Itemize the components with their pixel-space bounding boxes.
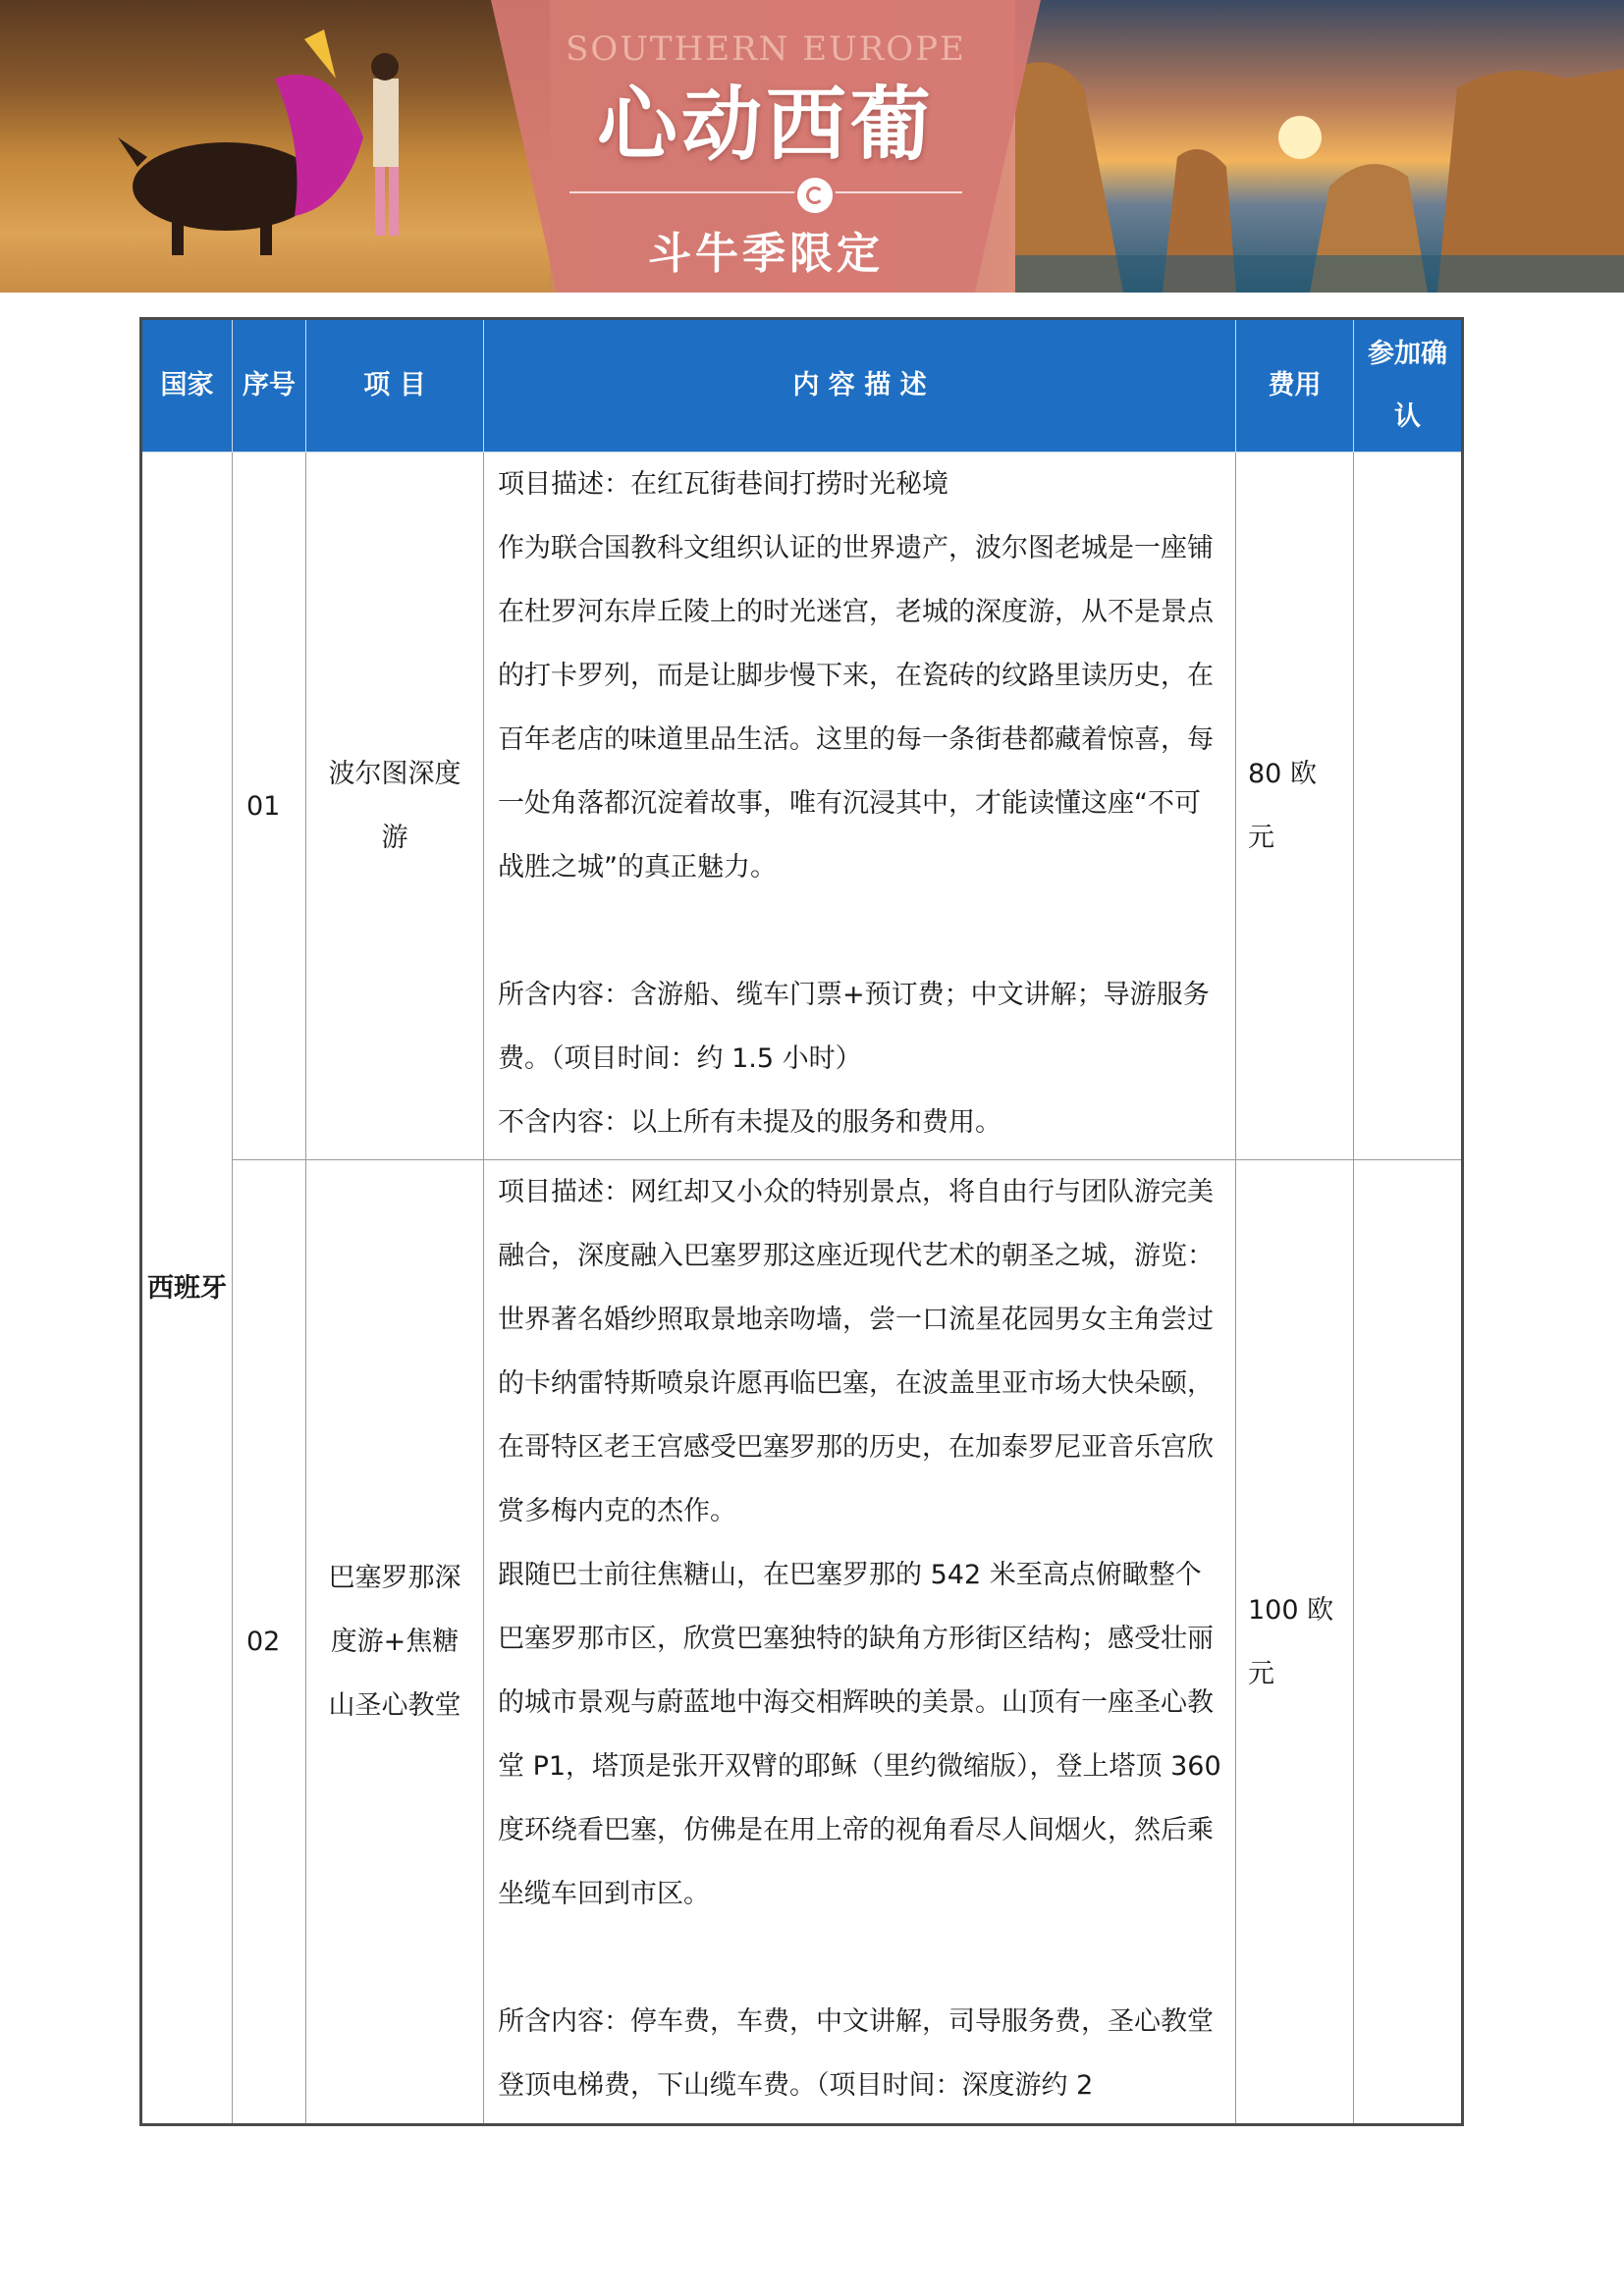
fee-cell: 100 欧元 xyxy=(1236,1160,1354,2125)
brand-logo-icon xyxy=(794,175,836,216)
header-seq: 序号 xyxy=(233,319,306,453)
description-body: 跟随巴士前往焦糖山，在巴塞罗那的 542 米至高点俯瞰整个巴塞罗那市区，欣赏巴塞独特的缺角方形街区结构；感受壮丽的城市景观与蔚蓝地中海交相辉映的美景。山顶有一座圣心教堂 P1，塔顶是张开双臂的耶稣（里约微缩版），登上塔顶 360 度环绕看巴塞，仿佛是在用上帝的视角看尽人间烟火，然后乘坐缆车回到市区。 xyxy=(498,1560,1221,1909)
description-included: 所含内容：停车费，车费，中文讲解，司导服务费，圣心教堂登顶电梯费，下山缆车费。（项目时间：深度游约 2 xyxy=(498,2006,1214,2101)
description-cell xyxy=(484,453,1236,1160)
matador-bull-illustration xyxy=(79,20,432,265)
description-cell xyxy=(484,1160,1236,2125)
tour-item-table xyxy=(139,317,1464,2126)
confirm-cell[interactable] xyxy=(1354,453,1463,1160)
table-row xyxy=(141,1160,1463,2125)
description-excluded: 不含内容：以上所有未提及的服务和费用。 xyxy=(498,1107,1001,1138)
banner-title: 心动西葡 xyxy=(596,79,935,172)
header-fee: 费用 xyxy=(1236,319,1354,453)
confirm-cell[interactable] xyxy=(1354,1160,1463,2125)
banner-divider xyxy=(569,191,962,193)
coastal-cliffs-illustration xyxy=(1015,29,1624,293)
seq-cell: 01 xyxy=(233,453,306,1160)
description-heading: 项目描述：网红却又小众的特别景点，将自由行与团队游完美融合，深度融入巴塞罗那这座近现代艺术的朝圣之城，游览：世界著名婚纱照取景地亲吻墙，尝一口流星花园男女主角尝过的卡纳雷特斯喷泉许愿再临巴塞，在波盖里亚市场大快朵颐，在哥特区老王宫感受巴塞罗那的历史，在加泰罗尼亚音乐宫欣赏多梅内克的杰作。 xyxy=(498,1177,1214,1526)
description-body: 作为联合国教科文组织认证的世界遗产，波尔图老城是一座铺在杜罗河东岸丘陵上的时光迷宫，老城的深度游，从不是景点的打卡罗列，而是让脚步慢下来，在瓷砖的纹路里读历史，在百年老店的味道里品生活。这里的每一条街巷都藏着惊喜，每一处角落都沉淀着故事，唯有沉浸其中，才能读懂这座“不可战胜之城”的真正魅力。 xyxy=(498,533,1214,882)
description-spacer xyxy=(498,899,1221,963)
banner-english-tag: SOUTHERN EUROPE xyxy=(566,29,966,69)
country-cell: 西班牙 xyxy=(141,453,233,2125)
project-cell: 巴塞罗那深度游+焦糖山圣心教堂 xyxy=(306,1160,484,2125)
header-description: 内 容 描 述 xyxy=(484,319,1236,453)
header-country: 国家 xyxy=(141,319,233,453)
header-project: 项 目 xyxy=(306,319,484,453)
fee-cell: 80 欧元 xyxy=(1236,453,1354,1160)
table-header-row xyxy=(141,319,1463,453)
description-included: 所含内容：含游船、缆车门票+预订费；中文讲解；导游服务费。（项目时间：约 1.5 小时） xyxy=(498,980,1210,1074)
seq-cell: 02 xyxy=(233,1160,306,2125)
banner-subtitle: 斗牛季限定 xyxy=(648,229,884,279)
description-spacer xyxy=(498,1926,1221,1990)
header-confirm: 参加确认 xyxy=(1354,319,1463,453)
header-banner xyxy=(0,0,1624,293)
description-heading: 项目描述：在红瓦街巷间打捞时光秘境 xyxy=(498,469,948,500)
project-cell: 波尔图深度游 xyxy=(306,453,484,1160)
table-row xyxy=(141,453,1463,1160)
